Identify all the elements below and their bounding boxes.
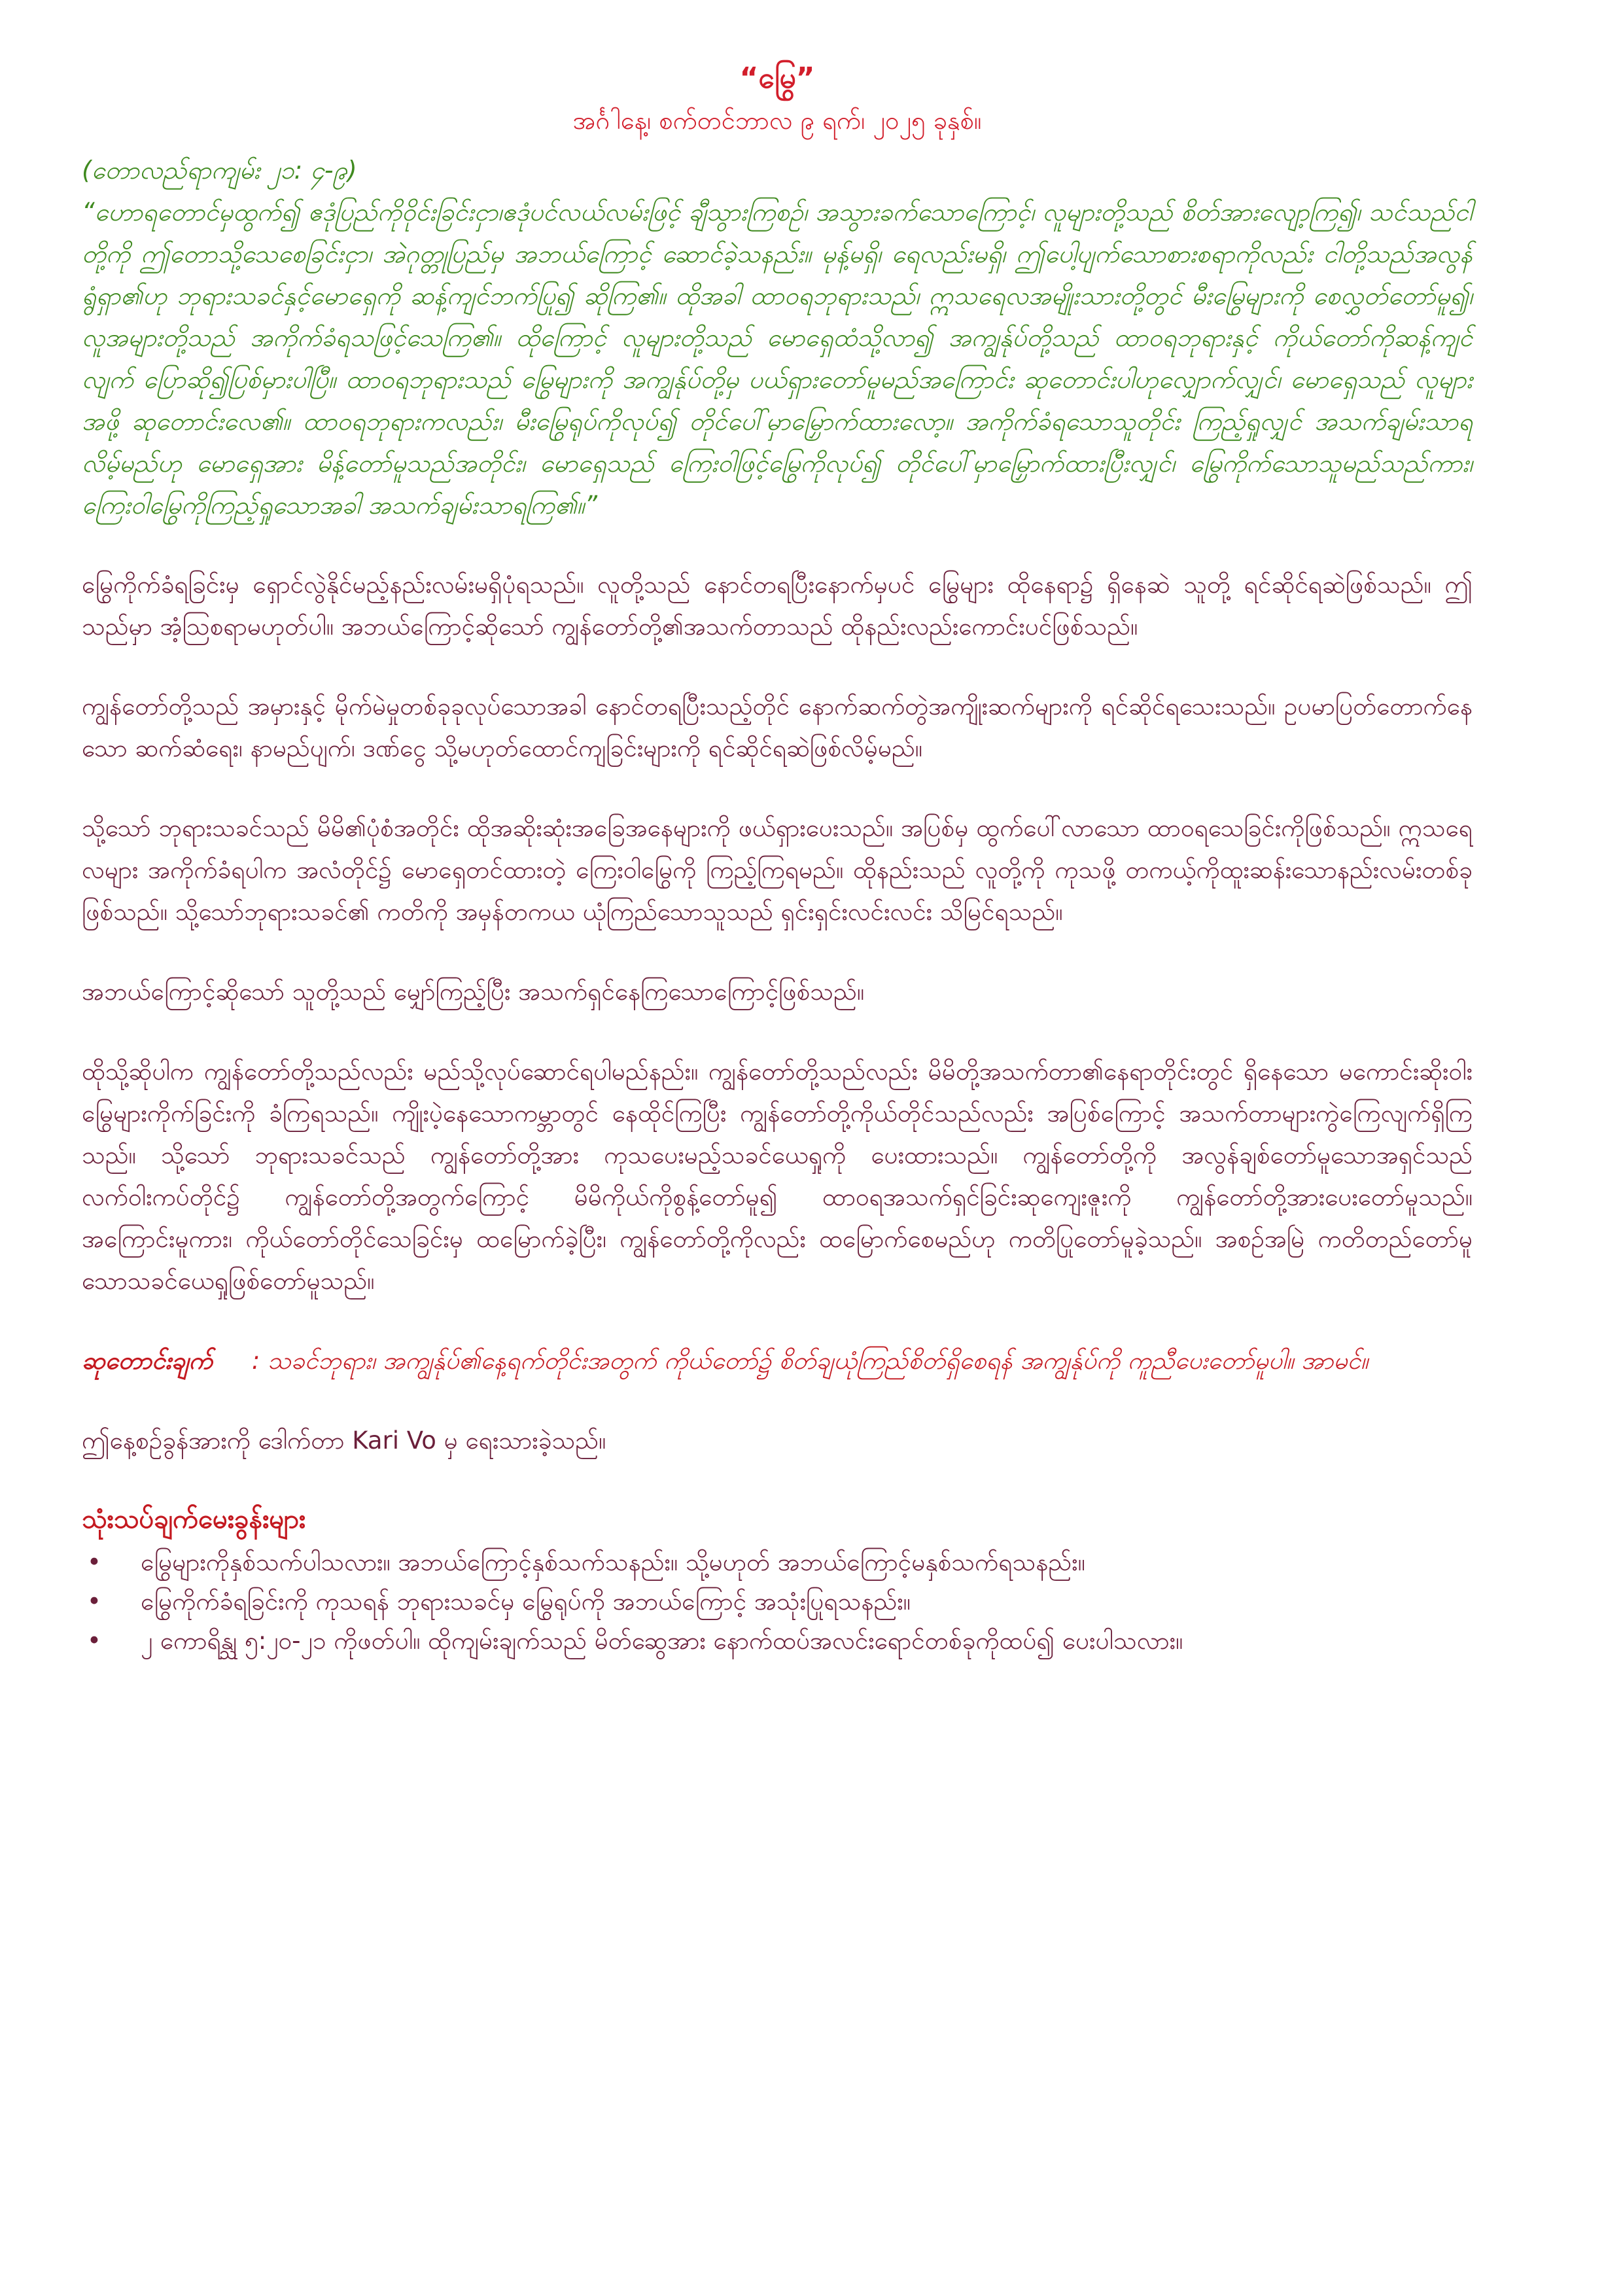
devotional-title: “မြွေ” xyxy=(739,62,815,95)
question-text: မြွေကိုက်ခံရခြင်းကို ကုသရန် ဘုရားသခင်မှ မြွေရုပ်ကို အဘယ်ကြောင့် အသုံးပြုရသနည်း။ xyxy=(141,1587,911,1616)
body-paragraph: မြွေကိုက်ခံရခြင်းမှ ရှောင်လွဲနိုင်မည့်နည်းလမ်းမရှိပုံရသည်။ လူတို့သည် နောင်တရပြီးနောက်မှပင် မြွေများ ထိုနေရာ၌ ရှိနေဆဲ သူတို့ ရင်ဆိုင်ရဆဲဖြစ်သည်။ ဤသည်မှာ အံ့ဩစရာမဟုတ်ပါ။ အဘယ်ကြောင့်ဆိုသော် ကျွန်တော်တို့၏အသက်တာသည် ထိုနည်းလည်းကောင်းပင်ဖြစ်သည်။ xyxy=(82,571,1473,641)
bullet-icon: • xyxy=(87,1627,101,1655)
prayer-text: : သခင်ဘုရား၊ အကျွန်ုပ်၏နေ့ရက်တိုင်းအတွက် ကိုယ်တော်၌ စိတ်ချယုံကြည်စိတ်ရှိစေရန် အကျွန်ုပ်ကို ကူညီပေးတော်မူပါ။ အာမင်။ xyxy=(251,1347,1369,1375)
questions-list xyxy=(82,1543,1473,1661)
question-text: မြွေများကိုနှစ်သက်ပါသလား။ အဘယ်ကြောင့်နှစ်သက်သနည်း။ သို့မဟုတ် အဘယ်ကြောင့်မနှစ်သက်ရသနည်း။ xyxy=(141,1548,1085,1576)
scripture-text: “ဟောရတောင်မှထွက်၍ ဧဒုံပြည်ကိုဝိုင်းခြင်းငှာ၊ဧဒုံပင်လယ်လမ်းဖြင့် ချီသွားကြစဉ်၊ အသွားခက်သောကြောင့်၊ လူများတို့သည် စိတ်အားလျော့ကြ၍၊ သင်သည်ငါတို့ကို ဤတောသို့သေစေခြင်းငှာ၊ အဲဂုတ္တုပြည်မှ အဘယ်ကြောင့် ဆောင်ခဲ့သနည်း။ မုန့်မရှိ၊ ရေလည်းမရှိ၊ ဤပေါ့ပျက်သောစားစရာကိုလည်း ငါတို့သည်အလွန်ရွံရှာ၏ဟု ဘုရားသခင်နှင့်မောရှေကို ဆန့်ကျင်ဘက်ပြု၍ ဆိုကြ၏။ ထိုအခါ ထာဝရဘုရားသည်၊ ဣသရေလအမျိုးသားတို့တွင် မီးမြွေများကို စေလွှတ်တော်မူ၍၊ လူအများတို့သည် အကိုက်ခံရသဖြင့်သေကြ၏။ ထိုကြောင့် လူများတို့သည် မောရှေထံသို့လာ၍ အကျွန်ုပ်တို့သည် ထာဝရဘုရားနှင့် ကိုယ်တော်ကိုဆန့်ကျင်လျက် ပြောဆို၍ပြစ်မှားပါပြီ။ ထာဝရဘုရားသည် မြွေများကို အကျွန်ုပ်တို့မှ ပယ်ရှားတော်မူမည်အကြောင်း ဆုတောင်းပါဟုလျှောက်လျှင်၊ မောရှေသည် လူများအဖို့ ဆုတောင်းလေ၏။ ထာဝရဘုရားကလည်း၊ မီးမြွေရုပ်ကိုလုပ်၍ တိုင်ပေါ်မှာမြှောက်ထားလော့။ အကိုက်ခံရသောသူတိုင်း ကြည့်ရှုလျှင် အသက်ချမ်းသာရလိမ့်မည်ဟု မောရှေအား မိန့်တော်မူသည်အတိုင်း၊ မောရှေသည် ကြေးဝါဖြင့်မြွေကိုလုပ်၍ တိုင်ပေါ်မှာမြှောက်ထားပြီးလျှင်၊ မြွေကိုက်သောသူမည်သည်ကား၊ ကြေးဝါမြွေကိုကြည့်ရှုသောအခါ အသက်ချမ်းသာရကြ၏။” xyxy=(82,198,1473,520)
bullet-icon: • xyxy=(87,1548,101,1576)
scripture-reference: (တောလည်ရာကျမ်း ၂၁: ၄-၉) xyxy=(82,156,357,185)
list-item xyxy=(82,1582,1473,1621)
list-item xyxy=(82,1621,1473,1661)
bullet-icon: • xyxy=(87,1587,101,1616)
body-paragraph: အဘယ်ကြောင့်ဆိုသော် သူတို့သည် မျှော်ကြည့်ပြီး အသက်ရှင်နေကြသောကြောင့်ဖြစ်သည်။ xyxy=(82,978,865,1006)
body-paragraph: ကျွန်တော်တို့သည် အမှားနှင့် မိုက်မဲမှုတစ်ခုခုလုပ်သောအခါ နောင်တရပြီးသည့်တိုင် နောက်ဆက်တွဲအကျိုးဆက်များကို ရင်ဆိုင်ရသေးသည်။ ဥပမာပြတ်တောက်နေသော ဆက်ဆံရေး၊ နာမည်ပျက်၊ ဒဏ်ငွေ သို့မဟုတ်ထောင်ကျခြင်းများကို ရင်ဆိုင်ရဆဲဖြစ်လိမ့်မည်။ xyxy=(82,692,1473,762)
author-line: ဤနေ့စဉ်ခွန်အားကို ဒေါက်တာ Kari Vo မှ ရေးသားခဲ့သည်။ xyxy=(82,1426,606,1455)
body-paragraph: ထိုသို့ဆိုပါက ကျွန်တော်တို့သည်လည်း မည်သို့လုပ်ဆောင်ရပါမည်နည်း။ ကျွန်တော်တို့သည်လည်း မိမိတို့အသက်တာ၏နေရာတိုင်းတွင် ရှိနေသော မကောင်းဆိုးဝါးမြွေများကိုက်ခြင်းကို ခံကြရသည်။ ကျိုးပဲ့နေသောကမ္ဘာတွင် နေထိုင်ကြပြီး ကျွန်တော်တို့ကိုယ်တိုင်သည်လည်း အပြစ်ကြောင့် အသက်တာများကွဲကြေလျက်ရှိကြသည်။ သို့သော် ဘုရားသခင်သည် ကျွန်တော်တို့အား ကုသပေးမည့်သခင်ယေရှုကို ပေးထားသည်။ ကျွန်တော်တို့ကို အလွန်ချစ်တော်မူသောအရှင်သည် လက်ဝါးကပ်တိုင်၌ ကျွန်တော်တို့အတွက်ကြောင့် မိမိကိုယ်ကိုစွန့်တော်မူ၍ ထာဝရအသက်ရှင်ခြင်းဆုကျေးဇူးကို ကျွန်တော်တို့အားပေးတော်မူသည်။ အကြောင်းမူကား၊ ကိုယ်တော်တိုင်သေခြင်းမှ ထမြောက်ခဲ့ပြီး၊ ကျွန်တော်တို့ကိုလည်း ထမြောက်စေမည်ဟု ကတိပြုတော်မူခဲ့သည်။ အစဉ်အမြဲ ကတိတည်တော်မူသောသခင်ယေရှုဖြစ်တော်မူသည်။ xyxy=(82,1057,1473,1295)
prayer xyxy=(82,1340,1473,1382)
date-line: အင်္ဂါနေ့၊ စက်တင်ဘာလ ၉ ရက်၊ ၂၀၂၅ ခုနှစ်။ xyxy=(572,106,982,135)
list-item xyxy=(82,1543,1473,1582)
body-paragraph: သို့သော် ဘုရားသခင်သည် မိမိ၏ပုံစံအတိုင်း ထိုအဆိုးဆုံးအခြေအနေများကို ဖယ်ရှားပေးသည်။ အပြစ်မှ ထွက်ပေါ်လာသော ထာဝရသေခြင်းကိုဖြစ်သည်။ ဣသရေလများ အကိုက်ခံရပါက အလံတိုင်၌ မောရှေတင်ထားတဲ့ ကြေးဝါမြွေကို ကြည့်ကြရမည်။ ထိုနည်းသည် လူတို့ကို ကုသဖို့ တကယ့်ကိုထူးဆန်းသောနည်းလမ်းတစ်ခုဖြစ်သည်။ သို့သော်ဘုရားသခင်၏ ကတိကို အမှန်တကယ ယုံကြည်သောသူသည် ရှင်းရှင်းလင်းလင်း သိမြင်ရသည်။ xyxy=(82,814,1473,926)
question-text: ၂ ကောရိန္သု ၅:၂၀-၂၁ ကိုဖတ်ပါ။ ထိုကျမ်းချက်သည် မိတ်ဆွေအား နောက်ထပ်အလင်းရောင်တစ်ခုကိုထပ်၍ ပေးပါသလား။ xyxy=(141,1627,1183,1655)
questions-heading: သုံးသပ်ချက်မေးခွန်းများ xyxy=(82,1504,306,1534)
prayer-label: ဆုတောင်းချက် xyxy=(82,1347,213,1375)
